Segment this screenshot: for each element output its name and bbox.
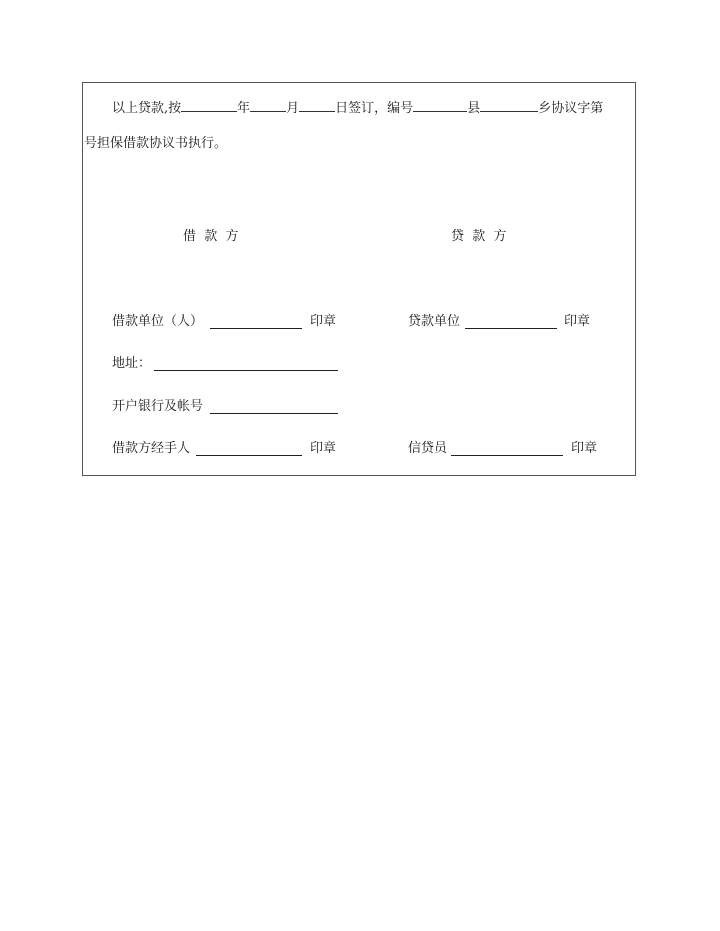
lender-header: 贷 款 方 xyxy=(451,229,507,244)
lender-unit-label: 贷款单位 xyxy=(408,314,461,329)
intro-line-2: 号担保借款协议书执行。 xyxy=(84,136,228,151)
number-blank[interactable] xyxy=(413,99,467,112)
borrower-agent-field[interactable] xyxy=(196,455,302,456)
intro-line-1 xyxy=(112,99,603,117)
township-label: 乡协议字第 xyxy=(538,101,604,116)
lender-seal-label: 印章 xyxy=(564,314,591,329)
bank-account-label: 开户银行及帐号 xyxy=(112,399,204,414)
month-blank[interactable] xyxy=(250,99,286,112)
year-label: 年 xyxy=(237,101,251,116)
borrower-agent-seal-label: 印章 xyxy=(310,441,337,456)
day-blank[interactable] xyxy=(299,99,335,112)
credit-officer-field[interactable] xyxy=(451,455,563,456)
lender-unit-field[interactable] xyxy=(465,328,557,329)
county-blank[interactable] xyxy=(480,99,538,112)
day-sign-label: 日签订，编号 xyxy=(335,101,414,116)
year-blank[interactable] xyxy=(181,99,237,112)
address-field[interactable] xyxy=(154,370,338,371)
month-label: 月 xyxy=(286,101,300,116)
borrower-unit-field[interactable] xyxy=(210,328,302,329)
county-label: 县 xyxy=(467,101,481,116)
bank-account-field[interactable] xyxy=(210,413,338,414)
credit-officer-seal-label: 印章 xyxy=(571,441,598,456)
intro-text: 以上贷款,按 xyxy=(112,101,182,116)
address-label: 地址： xyxy=(112,356,152,371)
credit-officer-label: 信贷员 xyxy=(408,441,448,456)
borrower-agent-label: 借款方经手人 xyxy=(112,441,191,456)
borrower-seal-label: 印章 xyxy=(310,314,337,329)
borrower-unit-label: 借款单位（人） xyxy=(112,314,204,329)
borrower-header: 借 款 方 xyxy=(183,229,239,244)
